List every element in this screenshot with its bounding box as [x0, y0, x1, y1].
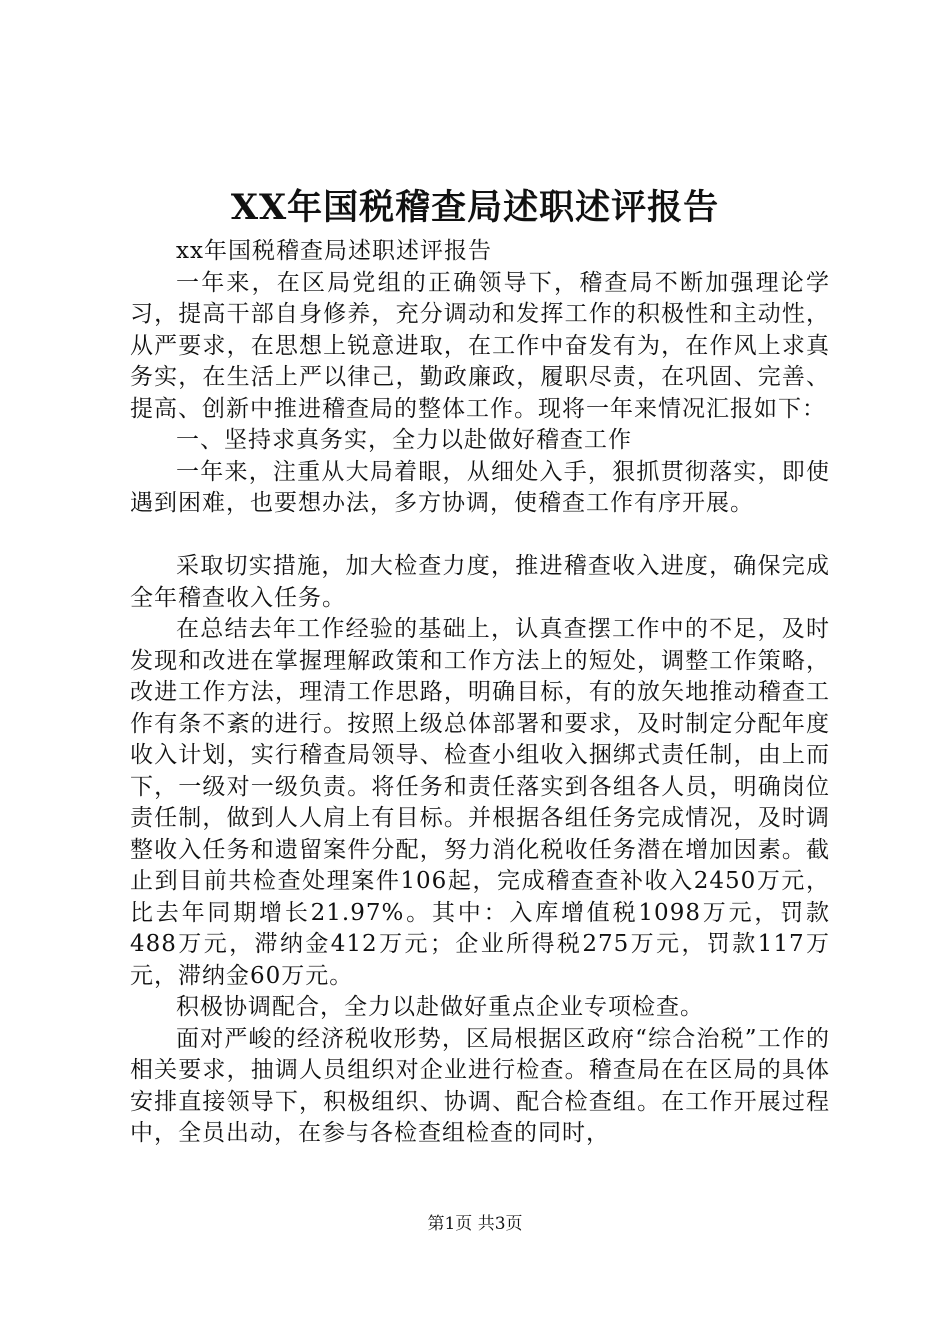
paragraph-blank: [130, 520, 830, 552]
page-footer: 第1页 共3页: [427, 1214, 523, 1234]
paragraph-measures: 采取切实措施，加大检查力度，推进稽查收入进度，确保完成全年稽查收入任务。: [130, 553, 830, 611]
paragraph-details: 在总结去年工作经验的基础上，认真查摆工作中的不足，及时发现和改进在掌握理解政策和工作方法上的短处，调整工作策略，改进工作方法，理清工作思路，明确目标，有的放矢地推动稽查工作有条不紊的进行。按照上级总体部署和要求，及时制定分配年度收入计划，实行稽查局领导、检查小组收入捆绑式责任制，由上而下，一级对一级负责。将任务和责任落实到各组各人员，明确岗位责任制，做到人人肩上有目标。并根据各组任务完成情况，及时调整收入任务和遗留案件分配，努力消化税收任务潜在增加因素。截止到目前共检查处理案件106起，完成稽查查补收入2450万元，比去年同期增长21.97%。其中：入库增值税1098万元，罚款488万元，滞纳金412万元；企业所得税275万元，罚款117万元，滞纳金60万元。: [130, 616, 830, 989]
paragraph-coordination: 积极协调配合，全力以赴做好重点企业专项检查。: [176, 994, 704, 1020]
document-title: XX年国税稽查局述职述评报告: [230, 187, 720, 228]
paragraph-intro: 一年来，在区局党组的正确领导下，稽查局不断加强理论学习，提高干部自身修养，充分调动和发挥工作的积极性和主动性，从严要求，在思想上锐意进取，在工作中奋发有为，在作风上求真务实，在生活上严以律己，勤政廉政，履职尽责，在巩固、完善、提高、创新中推进稽查局的整体工作。现将一年来情况汇报如下：: [130, 269, 830, 422]
paragraph-subtitle: xx年国税稽查局述职述评报告: [176, 238, 492, 264]
paragraph-overview: 一年来，注重从大局着眼，从细处入手，狠抓贯彻落实，即使遇到困难，也要想办法，多方协调，使稽查工作有序开展。: [130, 458, 830, 516]
paragraph-situation: 面对严峻的经济税收形势，区局根据区政府“综合治税”工作的相关要求，抽调人员组织对企业进行检查。稽查局在在区局的具体安排直接领导下，积极组织、协调、配合检查组。在工作开展过程中，全员出动，在参与各检查组检查的同时，: [130, 1025, 830, 1146]
section-heading-1: 一、坚持求真务实，全力以赴做好稽查工作: [176, 427, 632, 453]
document-body: [130, 236, 830, 1150]
